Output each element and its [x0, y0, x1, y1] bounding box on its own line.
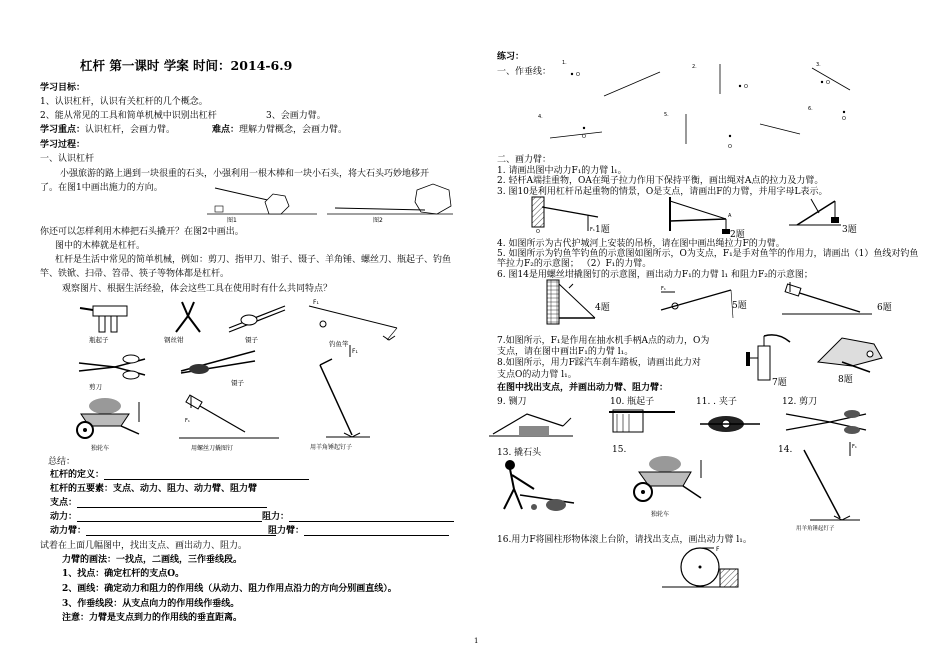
question-13: 13. 撬石头 [497, 448, 542, 458]
difficulty-text: 理解力臂概念，会画力臂。 [239, 125, 348, 135]
effort-arm-line [50, 523, 276, 536]
try-instruction: 试着在上面几幅图中，找出支点、画出动力、阻力。 [40, 541, 248, 551]
method-heading: 力臂的画法：一找点，二画线，三作垂线段。 [62, 555, 243, 565]
paragraph-5: 观察图片、根据生活经验，体会这些工具在使用时有什么共同特点？ [62, 284, 333, 294]
method-step-2: 2、画线：确定动力和阻力的作用线（从动力、阻力作用点沿力的方向分别画直线）。 [62, 584, 397, 594]
question-1: 1. 请画出图中动力F₁的力臂 l₁。 [497, 166, 627, 176]
figure-q15-wheelbarrow [625, 452, 705, 520]
definition-line [50, 467, 309, 480]
method-step-1: 1、找点：确定杠杆的支点O。 [62, 569, 185, 579]
wheelbarrow-picture [65, 392, 145, 452]
part-2-heading: 二、画力臂： [497, 155, 552, 165]
label-q6: 6题 [877, 303, 892, 313]
svg-text:O: O [826, 80, 830, 86]
paragraph-1b: 了。在图1中画出施力的方向。 [40, 183, 163, 193]
question-4: 4. 如图所示为古代护城河上安装的吊桥，请在图中画出绳拉力F的力臂。 [497, 239, 785, 249]
wheelbarrow-label: 独轮车 [91, 445, 110, 452]
svg-text:4.: 4. [538, 114, 543, 120]
scissors-picture [75, 345, 150, 390]
figure-q6-screwdriver [780, 282, 875, 322]
resistance-arm-label: 阻力臂： [268, 526, 305, 536]
question-8b: 支点O的动力臂 l₁。 [497, 370, 577, 380]
figure-q2-rod [660, 195, 740, 235]
practice-heading: 练习： [497, 52, 525, 62]
svg-text:O: O [582, 134, 586, 140]
figure-q3-crane [785, 195, 845, 230]
figure-q12-scissors [782, 404, 872, 439]
fulcrum-line [50, 495, 267, 508]
question-6: 6. 图14是用螺丝坩撬图钉的示意图，画出动力F₁的力臂 l₁ 和阻力F₂的示意图； [497, 270, 813, 280]
fig-1-label: 图1 [227, 217, 237, 224]
figure-1-stone-lever [205, 180, 320, 224]
svg-text:O: O [744, 84, 748, 90]
figure-2-stone-lever [325, 180, 455, 224]
paragraph-4b: 竿、铁锨、扫帚、笤帚、筷子等物体都是杠杆。 [40, 269, 230, 279]
question-2: 2. 轻杆A端挂重物，OA在绳子拉力作用下保持平衡，画出绳对A点的拉力及力臂。 [497, 176, 824, 186]
svg-text:1.: 1. [562, 60, 567, 66]
figure-q8-brake-pedal [812, 332, 887, 377]
label-q2: 2题 [730, 230, 745, 240]
paragraph-3: 图中的木棒就是杠杆。 [55, 241, 146, 251]
paragraph-1a: 小强旅游的路上遇到一块很重的石头，小强利用一根木棒和一块小石头，将大石头巧妙地移开 [60, 169, 430, 179]
effort-line [50, 509, 262, 522]
process-heading: 学习过程： [40, 140, 86, 150]
page-number: 1 [474, 637, 479, 645]
page-title: 杠杆 第一课时 学案 时间：2014-6.9 [80, 58, 293, 73]
chopsticks-label: 镊子 [245, 336, 258, 344]
svg-text:F₁: F₁ [590, 227, 595, 233]
label-q5: 5题 [732, 301, 747, 311]
svg-text:5.: 5. [664, 112, 669, 118]
method-step-3: 3、作垂线段：从支点向力的作用线作垂线。 [62, 599, 240, 609]
svg-text:6.: 6. [808, 106, 813, 112]
key-point [40, 122, 175, 135]
label-q1: 1题 [595, 225, 610, 235]
resistance-label: 阻力： [262, 512, 290, 522]
question-5a: 5. 如图所示为钓鱼竿钓鱼的示意图如图所示，O为支点，F₁是手对鱼竿的作用力，请画出（1）鱼线对钓鱼 [497, 249, 919, 259]
question-7b: 支点，请在图中画出F₁的力臂 l₁。 [497, 347, 634, 357]
five-elements: 杠杆的五要素：支点、动力、阻力、动力臂、阻力臂 [50, 484, 258, 494]
question-10: 10. 瓶起子 [610, 397, 655, 407]
svg-text:O: O [842, 116, 846, 122]
svg-text:F₁: F₁ [185, 418, 190, 424]
svg-text:F₁: F₁ [352, 348, 358, 355]
paragraph-4a: 杠杆是生活中常见的简单机械，例如：剪刀、指甲刀、钳子、镊子、羊角锤、螺丝刀、瓶起子、钓鱼 [55, 255, 452, 265]
q15-caption: 独轮车 [651, 511, 670, 518]
paragraph-2: 你还可以怎样利用木棒把石头撬开？在图2中画出。 [40, 227, 244, 237]
part-1-heading: 一、作垂线： [497, 67, 552, 77]
figure-q11-clip [696, 404, 766, 444]
effort-label: 动力： [50, 512, 78, 522]
key-point-label: 学习重点： [40, 125, 86, 135]
question-15: 15. [612, 445, 627, 455]
fishing-rod-label: 钓鱼竿 [329, 340, 349, 348]
figure-q14-hammer [790, 440, 870, 530]
question-9: 9. 铡刀 [497, 397, 527, 407]
svg-text:O: O [536, 229, 540, 235]
figure-q10-bottle-opener [605, 404, 685, 439]
svg-text:2.: 2. [692, 64, 697, 70]
method-note: 注意：力臂是支点到力的作用线的垂直距离。 [62, 613, 243, 623]
question-7a: 7.如图所示，F₁是作用在抽水机手柄A点的动力，O为 [497, 336, 710, 346]
key-point-text: 认识杠杆，会画力臂。 [85, 125, 176, 135]
svg-text:A: A [728, 213, 732, 219]
objective-2: 2、能从常见的工具和简单机械中识别出杠杆 [40, 111, 217, 121]
fulcrum-label: 支点： [50, 498, 78, 508]
difficulty-label: 难点： [212, 125, 240, 135]
svg-text:O: O [576, 72, 580, 78]
svg-text:F₁: F₁ [661, 286, 666, 292]
label-q3: 3题 [842, 225, 857, 235]
question-16: 16.用力F将圆柱形物体滚上台阶，请找出支点，画出动力臂 l₁。 [497, 535, 752, 545]
objective-3: 3、会画力臂。 [266, 111, 326, 121]
svg-text:O: O [728, 144, 732, 150]
figure-q13-prying-stone [490, 455, 580, 517]
tweezers-picture [175, 345, 265, 390]
pliers-label: 钢丝钳 [164, 336, 184, 344]
resistance-arm-line [268, 523, 449, 536]
question-8a: 8.如图所示，用力F踩汽车刹车踏板，请画出此力对 [497, 358, 701, 368]
figure-q7-pump [742, 332, 797, 382]
objectives-heading: 学习目标： [40, 83, 86, 93]
summary-label: 总结： [48, 457, 76, 467]
svg-text:F: F [716, 546, 720, 553]
screwdriver-picture [175, 392, 285, 454]
hammer-label: 用羊角锤起钉子 [310, 444, 353, 451]
fig-2-label: 图2 [373, 217, 383, 224]
label-q4: 4题 [595, 303, 610, 313]
q14-caption: 用羊角锤起钉子 [796, 526, 835, 532]
question-5b: 竿拉力F₂的示意图； （2）F₁的力臂。 [497, 259, 652, 269]
scissors-label: 剪刀 [89, 383, 102, 391]
section-1-heading: 一、认识杠杆 [40, 154, 95, 164]
bottle-opener-picture [75, 298, 145, 343]
svg-text:F₁: F₁ [852, 444, 857, 450]
question-3: 3. 图10是利用杠杆吊起重物的情景，O是支点，请画出F的力臂，并用字母L表示。 [497, 187, 828, 197]
definition-label: 杠杆的定义： [50, 470, 105, 480]
question-12: 12. 剪刀 [782, 397, 818, 407]
effort-arm-label: 动力臂： [50, 526, 87, 536]
question-14: 14. [778, 445, 793, 455]
difficulty [212, 122, 347, 135]
pliers-picture [160, 298, 220, 343]
tweezers-label: 镊子 [231, 379, 244, 387]
find-fulcrum-heading: 在图中找出支点，并画出动力臂、阻力臂： [497, 383, 669, 393]
figure-q9-guillotine [487, 404, 577, 442]
screwdriver-label: 用螺丝刀撬图钉 [191, 445, 234, 452]
fishing-rod-picture [305, 298, 405, 348]
question-11: 11. . 夹子 [696, 397, 737, 407]
chopsticks-picture [225, 300, 290, 345]
resistance-line [262, 509, 454, 522]
perpendicular-exercises [538, 56, 860, 156]
svg-text:3.: 3. [816, 62, 821, 68]
hammer-picture [300, 345, 380, 455]
objective-1: 1、认识杠杆，认识有关杠杆的几个概念。 [40, 97, 208, 107]
label-q8: 8题 [838, 375, 853, 385]
figure-q16-cylinder-step [660, 543, 740, 591]
bottle-opener-label: 瓶起子 [89, 336, 109, 344]
svg-text:F₁: F₁ [313, 299, 319, 306]
label-q7: 7题 [772, 378, 787, 388]
